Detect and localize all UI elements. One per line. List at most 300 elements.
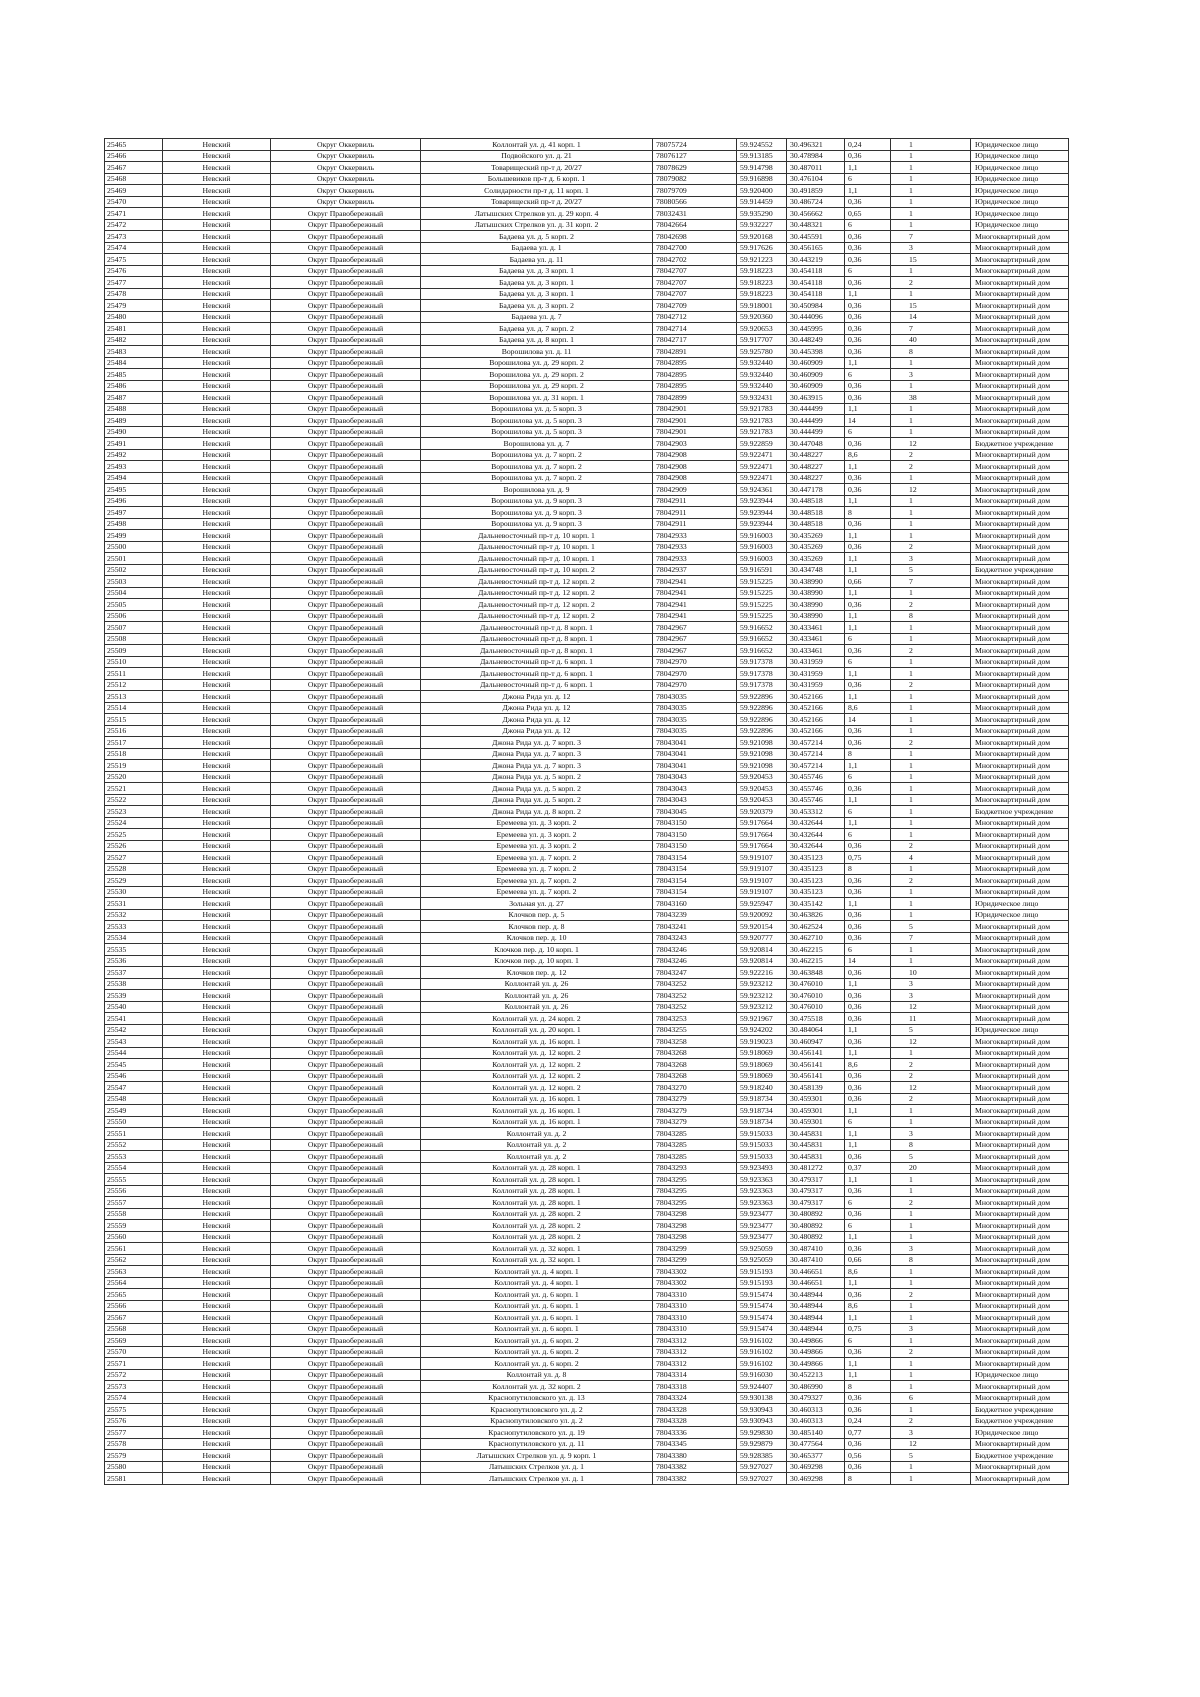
power-cell: 0,36	[845, 438, 891, 450]
power-cell: 1,1	[845, 610, 891, 622]
municipal-cell: Округ Правобережный	[271, 1438, 421, 1450]
type-cell: Многоквартирный дом	[971, 794, 1069, 806]
table-row	[105, 1139, 1069, 1151]
table-row	[105, 691, 1069, 703]
district-cell: Невский	[163, 1381, 271, 1393]
district-cell: Невский	[163, 196, 271, 208]
table-row	[105, 173, 1069, 185]
address-cell: Еремеева ул. д. 3 корп. 2	[421, 817, 653, 829]
municipal-cell: Округ Правобережный	[271, 1415, 421, 1427]
id-cell: 25519	[105, 760, 163, 772]
code-cell: 78076127	[653, 150, 737, 162]
municipal-cell: Округ Правобережный	[271, 863, 421, 875]
count-cell: 2	[891, 1059, 971, 1071]
type-cell: Юридическое лицо	[971, 162, 1069, 174]
code-cell: 78043310	[653, 1289, 737, 1301]
district-cell: Невский	[163, 978, 271, 990]
address-cell: Ворошилова ул. д. 29 корп. 2	[421, 369, 653, 381]
table-row	[105, 932, 1069, 944]
district-cell: Невский	[163, 610, 271, 622]
table-row	[105, 438, 1069, 450]
id-cell: 25505	[105, 599, 163, 611]
count-cell: 1	[891, 208, 971, 220]
count-cell: 1	[891, 1220, 971, 1232]
lon-cell: 30.435269	[787, 541, 845, 553]
table-row	[105, 1300, 1069, 1312]
district-cell: Невский	[163, 691, 271, 703]
lat-cell: 59.920379	[737, 806, 787, 818]
power-cell: 0,36	[845, 1208, 891, 1220]
code-cell: 78043336	[653, 1427, 737, 1439]
id-cell: 25471	[105, 208, 163, 220]
lat-cell: 59.917626	[737, 242, 787, 254]
power-cell: 0,36	[845, 1243, 891, 1255]
power-cell: 0,36	[845, 840, 891, 852]
address-cell: Коллонтай ул. д. 2	[421, 1139, 653, 1151]
lon-cell: 30.460909	[787, 380, 845, 392]
table-row	[105, 679, 1069, 691]
lat-cell: 59.924552	[737, 139, 787, 151]
address-cell: Дальневосточный пр-т д. 12 корп. 2	[421, 599, 653, 611]
count-cell: 1	[891, 518, 971, 530]
district-cell: Невский	[163, 484, 271, 496]
code-cell: 78043312	[653, 1335, 737, 1347]
municipal-cell: Округ Правобережный	[271, 633, 421, 645]
lat-cell: 59.920814	[737, 955, 787, 967]
id-cell: 25545	[105, 1059, 163, 1071]
type-cell: Многоквартирный дом	[971, 1289, 1069, 1301]
lon-cell: 30.449866	[787, 1346, 845, 1358]
lon-cell: 30.491859	[787, 185, 845, 197]
lat-cell: 59.916102	[737, 1358, 787, 1370]
municipal-cell: Округ Оккервиль	[271, 173, 421, 185]
id-cell: 25486	[105, 380, 163, 392]
type-cell: Многоквартирный дом	[971, 863, 1069, 875]
id-cell: 25548	[105, 1093, 163, 1105]
municipal-cell: Округ Правобережный	[271, 679, 421, 691]
type-cell: Многоквартирный дом	[971, 1266, 1069, 1278]
code-cell: 78079082	[653, 173, 737, 185]
lat-cell: 59.921098	[737, 760, 787, 772]
municipal-cell: Округ Правобережный	[271, 944, 421, 956]
lat-cell: 59.922216	[737, 967, 787, 979]
power-cell: 0,24	[845, 139, 891, 151]
table-row	[105, 426, 1069, 438]
id-cell: 25510	[105, 656, 163, 668]
table-row	[105, 1128, 1069, 1140]
count-cell: 1	[891, 162, 971, 174]
id-cell: 25559	[105, 1220, 163, 1232]
lon-cell: 30.462524	[787, 921, 845, 933]
municipal-cell: Округ Правобережный	[271, 817, 421, 829]
count-cell: 1	[891, 1266, 971, 1278]
power-cell: 0,75	[845, 852, 891, 864]
address-cell: Дальневосточный пр-т д. 6 корп. 1	[421, 656, 653, 668]
lon-cell: 30.448518	[787, 495, 845, 507]
address-cell: Бадаева ул. д. 8 корп. 1	[421, 334, 653, 346]
type-cell: Многоквартирный дом	[971, 599, 1069, 611]
municipal-cell: Округ Правобережный	[271, 921, 421, 933]
district-cell: Невский	[163, 1450, 271, 1462]
lon-cell: 30.431959	[787, 679, 845, 691]
code-cell: 78043345	[653, 1438, 737, 1450]
lat-cell: 59.917707	[737, 334, 787, 346]
lat-cell: 59.923477	[737, 1220, 787, 1232]
lon-cell: 30.448321	[787, 219, 845, 231]
district-cell: Невский	[163, 760, 271, 772]
municipal-cell: Округ Правобережный	[271, 541, 421, 553]
id-cell: 25477	[105, 277, 163, 289]
id-cell: 25517	[105, 737, 163, 749]
address-cell: Дальневосточный пр-т д. 8 корп. 1	[421, 633, 653, 645]
id-cell: 25533	[105, 921, 163, 933]
power-cell: 1,1	[845, 622, 891, 634]
district-cell: Невский	[163, 1047, 271, 1059]
lon-cell: 30.434748	[787, 564, 845, 576]
address-cell: Дальневосточный пр-т д. 6 корп. 1	[421, 679, 653, 691]
lon-cell: 30.476010	[787, 990, 845, 1002]
lon-cell: 30.448944	[787, 1312, 845, 1324]
type-cell: Многоквартирный дом	[971, 334, 1069, 346]
lon-cell: 30.476010	[787, 978, 845, 990]
power-cell: 1,1	[845, 691, 891, 703]
count-cell: 1	[891, 771, 971, 783]
lat-cell: 59.919107	[737, 875, 787, 887]
municipal-cell: Округ Правобережный	[271, 1243, 421, 1255]
power-cell: 0,36	[845, 967, 891, 979]
type-cell: Юридическое лицо	[971, 219, 1069, 231]
lon-cell: 30.463915	[787, 392, 845, 404]
lat-cell: 59.917378	[737, 679, 787, 691]
id-cell: 25565	[105, 1289, 163, 1301]
id-cell: 25467	[105, 162, 163, 174]
table-row	[105, 955, 1069, 967]
table-row	[105, 1427, 1069, 1439]
code-cell: 78043310	[653, 1312, 737, 1324]
municipal-cell: Округ Правобережный	[271, 403, 421, 415]
table-row	[105, 1197, 1069, 1209]
municipal-cell: Округ Правобережный	[271, 656, 421, 668]
code-cell: 78042707	[653, 277, 737, 289]
id-cell: 25475	[105, 254, 163, 266]
address-cell: Латышских Стрелков ул. д. 1	[421, 1473, 653, 1485]
lon-cell: 30.435123	[787, 852, 845, 864]
municipal-cell: Округ Правобережный	[271, 346, 421, 358]
municipal-cell: Округ Правобережный	[271, 645, 421, 657]
power-cell: 0,36	[845, 921, 891, 933]
id-cell: 25544	[105, 1047, 163, 1059]
address-cell: Коллонтай ул. д. 26	[421, 1001, 653, 1013]
table-row	[105, 415, 1069, 427]
lon-cell: 30.452166	[787, 702, 845, 714]
lat-cell: 59.930943	[737, 1404, 787, 1416]
lat-cell: 59.923493	[737, 1162, 787, 1174]
type-cell: Многоквартирный дом	[971, 1231, 1069, 1243]
table-row	[105, 1082, 1069, 1094]
address-cell: Коллонтай ул. д. 28 корп. 1	[421, 1185, 653, 1197]
address-cell: Латышских Стрелков ул. д. 1	[421, 1461, 653, 1473]
count-cell: 1	[891, 1174, 971, 1186]
lat-cell: 59.922896	[737, 702, 787, 714]
type-cell: Многоквартирный дом	[971, 1197, 1069, 1209]
id-cell: 25504	[105, 587, 163, 599]
municipal-cell: Округ Правобережный	[271, 472, 421, 484]
id-cell: 25481	[105, 323, 163, 335]
lon-cell: 30.454118	[787, 265, 845, 277]
address-cell: Бадаева ул. д. 1	[421, 242, 653, 254]
district-cell: Невский	[163, 1082, 271, 1094]
lon-cell: 30.438990	[787, 599, 845, 611]
code-cell: 78043243	[653, 932, 737, 944]
power-cell: 1,1	[845, 794, 891, 806]
count-cell: 1	[891, 173, 971, 185]
count-cell: 5	[891, 1151, 971, 1163]
district-cell: Невский	[163, 932, 271, 944]
district-cell: Невский	[163, 185, 271, 197]
table-row	[105, 898, 1069, 910]
lat-cell: 59.916591	[737, 564, 787, 576]
table-row	[105, 714, 1069, 726]
table-row	[105, 622, 1069, 634]
table-row	[105, 771, 1069, 783]
lat-cell: 59.916003	[737, 553, 787, 565]
table-row	[105, 1312, 1069, 1324]
address-cell: Дальневосточный пр-т д. 6 корп. 1	[421, 668, 653, 680]
code-cell: 78042967	[653, 622, 737, 634]
code-cell: 78043150	[653, 829, 737, 841]
type-cell: Многоквартирный дом	[971, 886, 1069, 898]
type-cell: Многоквартирный дом	[971, 242, 1069, 254]
table-row	[105, 403, 1069, 415]
district-cell: Невский	[163, 702, 271, 714]
code-cell: 78042908	[653, 472, 737, 484]
power-cell: 6	[845, 656, 891, 668]
address-cell: Коллонтай ул. д. 16 корп. 1	[421, 1116, 653, 1128]
table-row	[105, 392, 1069, 404]
address-cell: Коллонтай ул. д. 16 корп. 1	[421, 1105, 653, 1117]
lon-cell: 30.455746	[787, 794, 845, 806]
id-cell: 25465	[105, 139, 163, 151]
lon-cell: 30.445995	[787, 323, 845, 335]
lon-cell: 30.448944	[787, 1289, 845, 1301]
lon-cell: 30.452166	[787, 714, 845, 726]
lon-cell: 30.445591	[787, 231, 845, 243]
lat-cell: 59.925780	[737, 346, 787, 358]
table-row	[105, 610, 1069, 622]
type-cell: Юридическое лицо	[971, 909, 1069, 921]
lon-cell: 30.452166	[787, 691, 845, 703]
lat-cell: 59.918001	[737, 300, 787, 312]
lat-cell: 59.915225	[737, 610, 787, 622]
count-cell: 2	[891, 1415, 971, 1427]
district-cell: Невский	[163, 1312, 271, 1324]
lat-cell: 59.920777	[737, 932, 787, 944]
power-cell: 0,36	[845, 1392, 891, 1404]
power-cell: 1,1	[845, 1312, 891, 1324]
municipal-cell: Округ Правобережный	[271, 852, 421, 864]
district-cell: Невский	[163, 1197, 271, 1209]
lon-cell: 30.445831	[787, 1128, 845, 1140]
municipal-cell: Округ Правобережный	[271, 277, 421, 289]
address-cell: Бадаева ул. д. 3 корп. 1	[421, 265, 653, 277]
power-cell: 0,36	[845, 1036, 891, 1048]
count-cell: 5	[891, 1024, 971, 1036]
power-cell: 1,1	[845, 978, 891, 990]
table-row	[105, 1162, 1069, 1174]
type-cell: Многоквартирный дом	[971, 231, 1069, 243]
code-cell: 78042702	[653, 254, 737, 266]
municipal-cell: Округ Правобережный	[271, 1427, 421, 1439]
district-cell: Невский	[163, 1243, 271, 1255]
lat-cell: 59.923944	[737, 518, 787, 530]
id-cell: 25577	[105, 1427, 163, 1439]
power-cell: 0,36	[845, 518, 891, 530]
type-cell: Многоквартирный дом	[971, 702, 1069, 714]
municipal-cell: Округ Правобережный	[271, 909, 421, 921]
lat-cell: 59.914459	[737, 196, 787, 208]
address-cell: Коллонтай ул. д. 16 корп. 1	[421, 1036, 653, 1048]
table-row	[105, 737, 1069, 749]
district-cell: Невский	[163, 840, 271, 852]
power-cell: 14	[845, 415, 891, 427]
id-cell: 25501	[105, 553, 163, 565]
lat-cell: 59.920453	[737, 771, 787, 783]
lat-cell: 59.923944	[737, 507, 787, 519]
lon-cell: 30.487011	[787, 162, 845, 174]
id-cell: 25499	[105, 530, 163, 542]
lon-cell: 30.433461	[787, 645, 845, 657]
district-cell: Невский	[163, 1266, 271, 1278]
type-cell: Многоквартирный дом	[971, 748, 1069, 760]
count-cell: 2	[891, 449, 971, 461]
district-cell: Невский	[163, 829, 271, 841]
municipal-cell: Округ Правобережный	[271, 668, 421, 680]
address-cell: Джона Рида ул. д. 5 корп. 2	[421, 771, 653, 783]
municipal-cell: Округ Оккервиль	[271, 150, 421, 162]
id-cell: 25564	[105, 1277, 163, 1289]
power-cell: 0,36	[845, 254, 891, 266]
lon-cell: 30.448249	[787, 334, 845, 346]
table-row	[105, 633, 1069, 645]
lat-cell: 59.922896	[737, 714, 787, 726]
table-row	[105, 1093, 1069, 1105]
code-cell: 78043255	[653, 1024, 737, 1036]
lat-cell: 59.915033	[737, 1151, 787, 1163]
power-cell: 0,36	[845, 472, 891, 484]
lon-cell: 30.445831	[787, 1151, 845, 1163]
lat-cell: 59.920400	[737, 185, 787, 197]
count-cell: 1	[891, 898, 971, 910]
address-cell: Дальневосточный пр-т д. 10 корп. 1	[421, 553, 653, 565]
power-cell: 0,36	[845, 990, 891, 1002]
power-cell: 0,36	[845, 242, 891, 254]
lat-cell: 59.923363	[737, 1197, 787, 1209]
id-cell: 25498	[105, 518, 163, 530]
id-cell: 25556	[105, 1185, 163, 1197]
municipal-cell: Округ Правобережный	[271, 438, 421, 450]
district-cell: Невский	[163, 679, 271, 691]
municipal-cell: Округ Правобережный	[271, 1323, 421, 1335]
municipal-cell: Округ Правобережный	[271, 380, 421, 392]
type-cell: Многоквартирный дом	[971, 1105, 1069, 1117]
type-cell: Многоквартирный дом	[971, 426, 1069, 438]
power-cell: 0,36	[845, 231, 891, 243]
lat-cell: 59.916030	[737, 1369, 787, 1381]
type-cell: Многоквартирный дом	[971, 633, 1069, 645]
type-cell: Юридическое лицо	[971, 1369, 1069, 1381]
lat-cell: 59.930943	[737, 1415, 787, 1427]
district-cell: Невский	[163, 1185, 271, 1197]
power-cell: 1,1	[845, 357, 891, 369]
type-cell: Многоквартирный дом	[971, 587, 1069, 599]
code-cell: 78042717	[653, 334, 737, 346]
power-cell: 1,1	[845, 1369, 891, 1381]
table-row	[105, 1001, 1069, 1013]
address-cell: Краснопутиловского ул. д. 2	[421, 1415, 653, 1427]
id-cell: 25528	[105, 863, 163, 875]
district-cell: Невский	[163, 886, 271, 898]
code-cell: 78043252	[653, 990, 737, 1002]
district-cell: Невский	[163, 921, 271, 933]
id-cell: 25515	[105, 714, 163, 726]
district-cell: Невский	[163, 909, 271, 921]
lon-cell: 30.444499	[787, 403, 845, 415]
lon-cell: 30.435269	[787, 553, 845, 565]
lon-cell: 30.432644	[787, 840, 845, 852]
address-cell: Коллонтай ул. д. 12 корп. 2	[421, 1082, 653, 1094]
district-cell: Невский	[163, 495, 271, 507]
power-cell: 6	[845, 173, 891, 185]
lat-cell: 59.922859	[737, 438, 787, 450]
power-cell: 6	[845, 369, 891, 381]
lat-cell: 59.918734	[737, 1105, 787, 1117]
lon-cell: 30.457214	[787, 760, 845, 772]
count-cell: 8	[891, 610, 971, 622]
count-cell: 1	[891, 1231, 971, 1243]
lat-cell: 59.920814	[737, 944, 787, 956]
table-row	[105, 1185, 1069, 1197]
id-cell: 25558	[105, 1208, 163, 1220]
power-cell: 8,6	[845, 449, 891, 461]
lat-cell: 59.916102	[737, 1346, 787, 1358]
type-cell: Многоквартирный дом	[971, 415, 1069, 427]
lon-cell: 30.456165	[787, 242, 845, 254]
lon-cell: 30.449866	[787, 1335, 845, 1347]
district-cell: Невский	[163, 1300, 271, 1312]
id-cell: 25525	[105, 829, 163, 841]
lat-cell: 59.923363	[737, 1174, 787, 1186]
count-cell: 1	[891, 633, 971, 645]
address-cell: Коллонтай ул. д. 32 корп. 1	[421, 1254, 653, 1266]
code-cell: 78043247	[653, 967, 737, 979]
lat-cell: 59.923212	[737, 978, 787, 990]
count-cell: 8	[891, 1254, 971, 1266]
power-cell: 0,36	[845, 277, 891, 289]
type-cell: Многоквартирный дом	[971, 1243, 1069, 1255]
lon-cell: 30.448227	[787, 449, 845, 461]
count-cell: 1	[891, 288, 971, 300]
table-row	[105, 886, 1069, 898]
id-cell: 25554	[105, 1162, 163, 1174]
power-cell: 0,36	[845, 599, 891, 611]
municipal-cell: Округ Правобережный	[271, 553, 421, 565]
lon-cell: 30.433461	[787, 633, 845, 645]
lon-cell: 30.433461	[787, 622, 845, 634]
count-cell: 1	[891, 1473, 971, 1485]
power-cell: 0,36	[845, 679, 891, 691]
power-cell: 6	[845, 265, 891, 277]
district-cell: Невский	[163, 311, 271, 323]
